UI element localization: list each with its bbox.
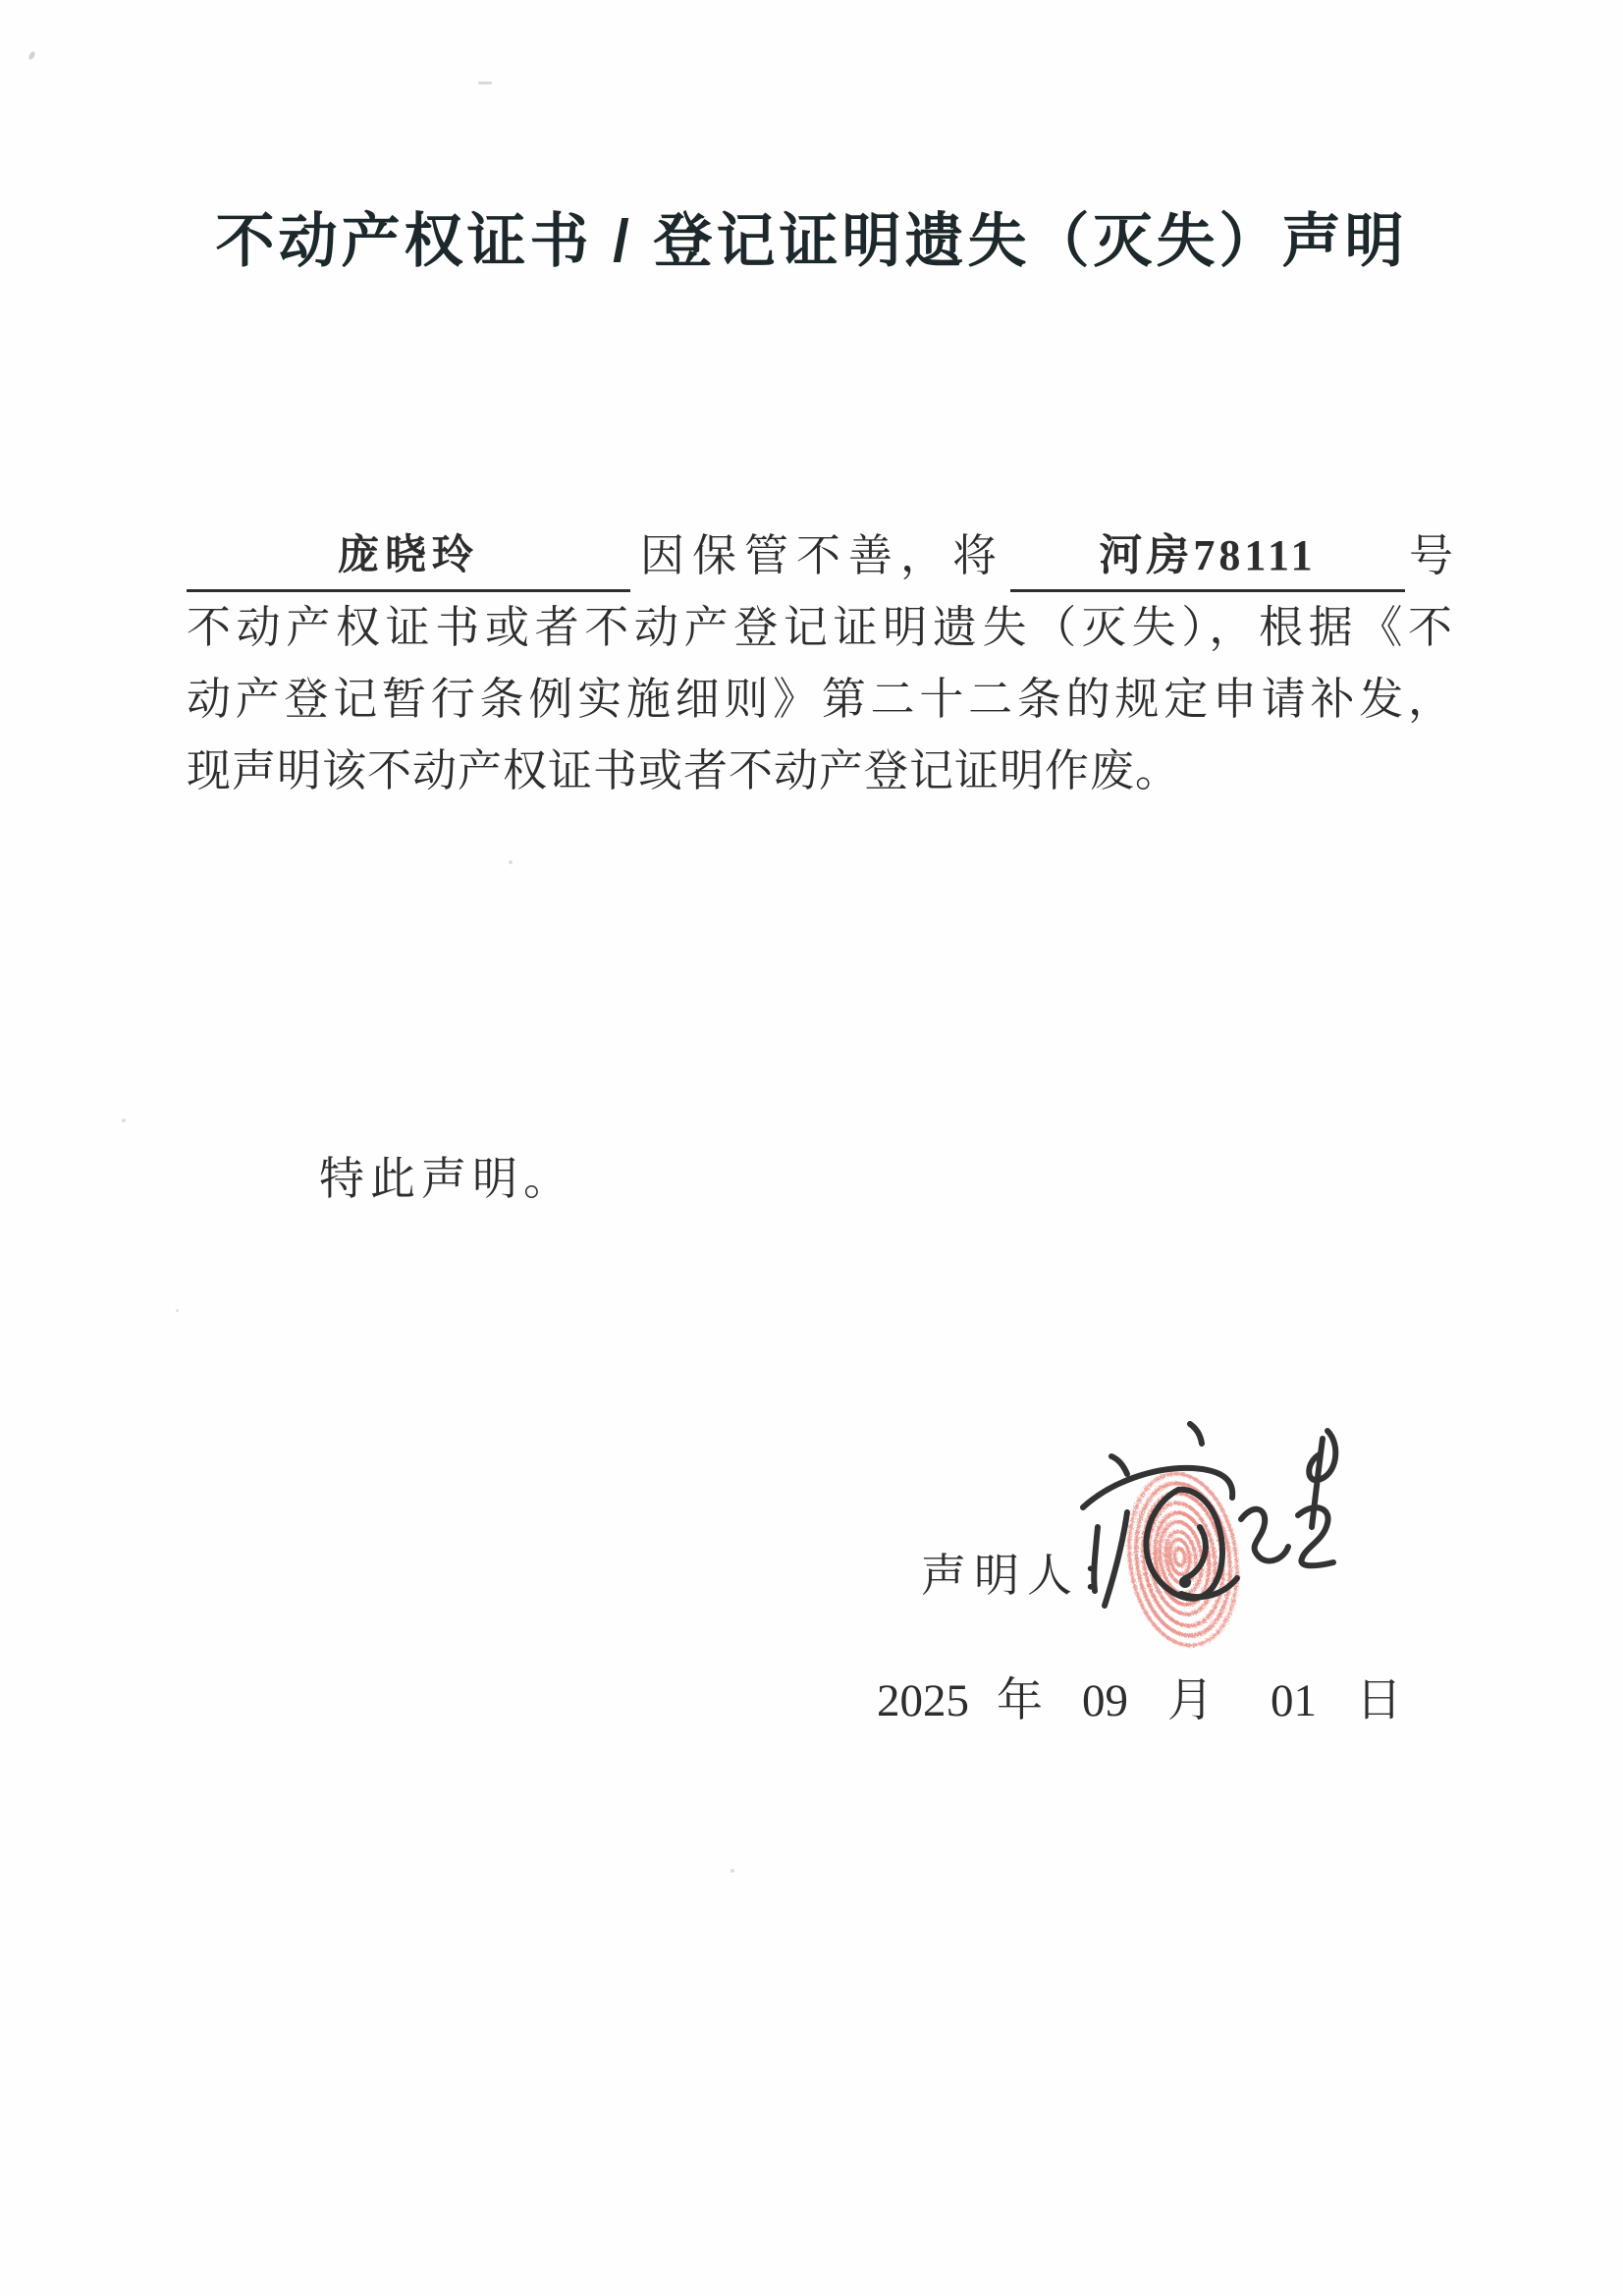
date-month: 09: [1082, 1675, 1128, 1726]
date-year-label: 年: [997, 1675, 1043, 1726]
scan-speck: [176, 1309, 179, 1312]
body-line-1-suffix: 号: [1408, 531, 1453, 580]
scan-speck: [509, 860, 513, 864]
declaration-body: [187, 520, 1453, 807]
closing-statement: 特此声明。: [319, 1154, 574, 1204]
date-line: [877, 1664, 1402, 1729]
scan-speck: [478, 82, 492, 84]
date-day-label: 日: [1356, 1675, 1402, 1726]
body-line-3: 动产登记暂行条例实施细则》第二十二条的规定申请补发，: [187, 675, 1453, 724]
declarant-name-blank: 庞晓玲: [187, 522, 630, 592]
body-line-1-text: 因保管不善，将: [640, 531, 1005, 580]
date-day: 01: [1271, 1675, 1317, 1726]
date-year: 2025: [877, 1675, 969, 1726]
body-line-2: 不动产权证书或者不动产登记证明遗失（灭失），根据《不: [187, 603, 1453, 652]
scan-speck: [122, 1119, 126, 1122]
signature-area: [1065, 1409, 1389, 1669]
certificate-number-blank: 河房78111: [1010, 522, 1405, 592]
scan-speck: [27, 50, 36, 60]
body-line-4: 现声明该不动产权证书或者不动产登记证明作废。: [187, 746, 1181, 795]
document-title: 不动产权证书 / 登记证明遗失（灭失）声明: [215, 208, 1408, 274]
date-month-label: 月: [1167, 1675, 1214, 1726]
fingerprint-stamp: [1118, 1466, 1247, 1652]
scan-speck: [730, 1869, 734, 1873]
body-line-1: [187, 520, 1453, 592]
declarant-label: 声明人：: [921, 1551, 1133, 1601]
